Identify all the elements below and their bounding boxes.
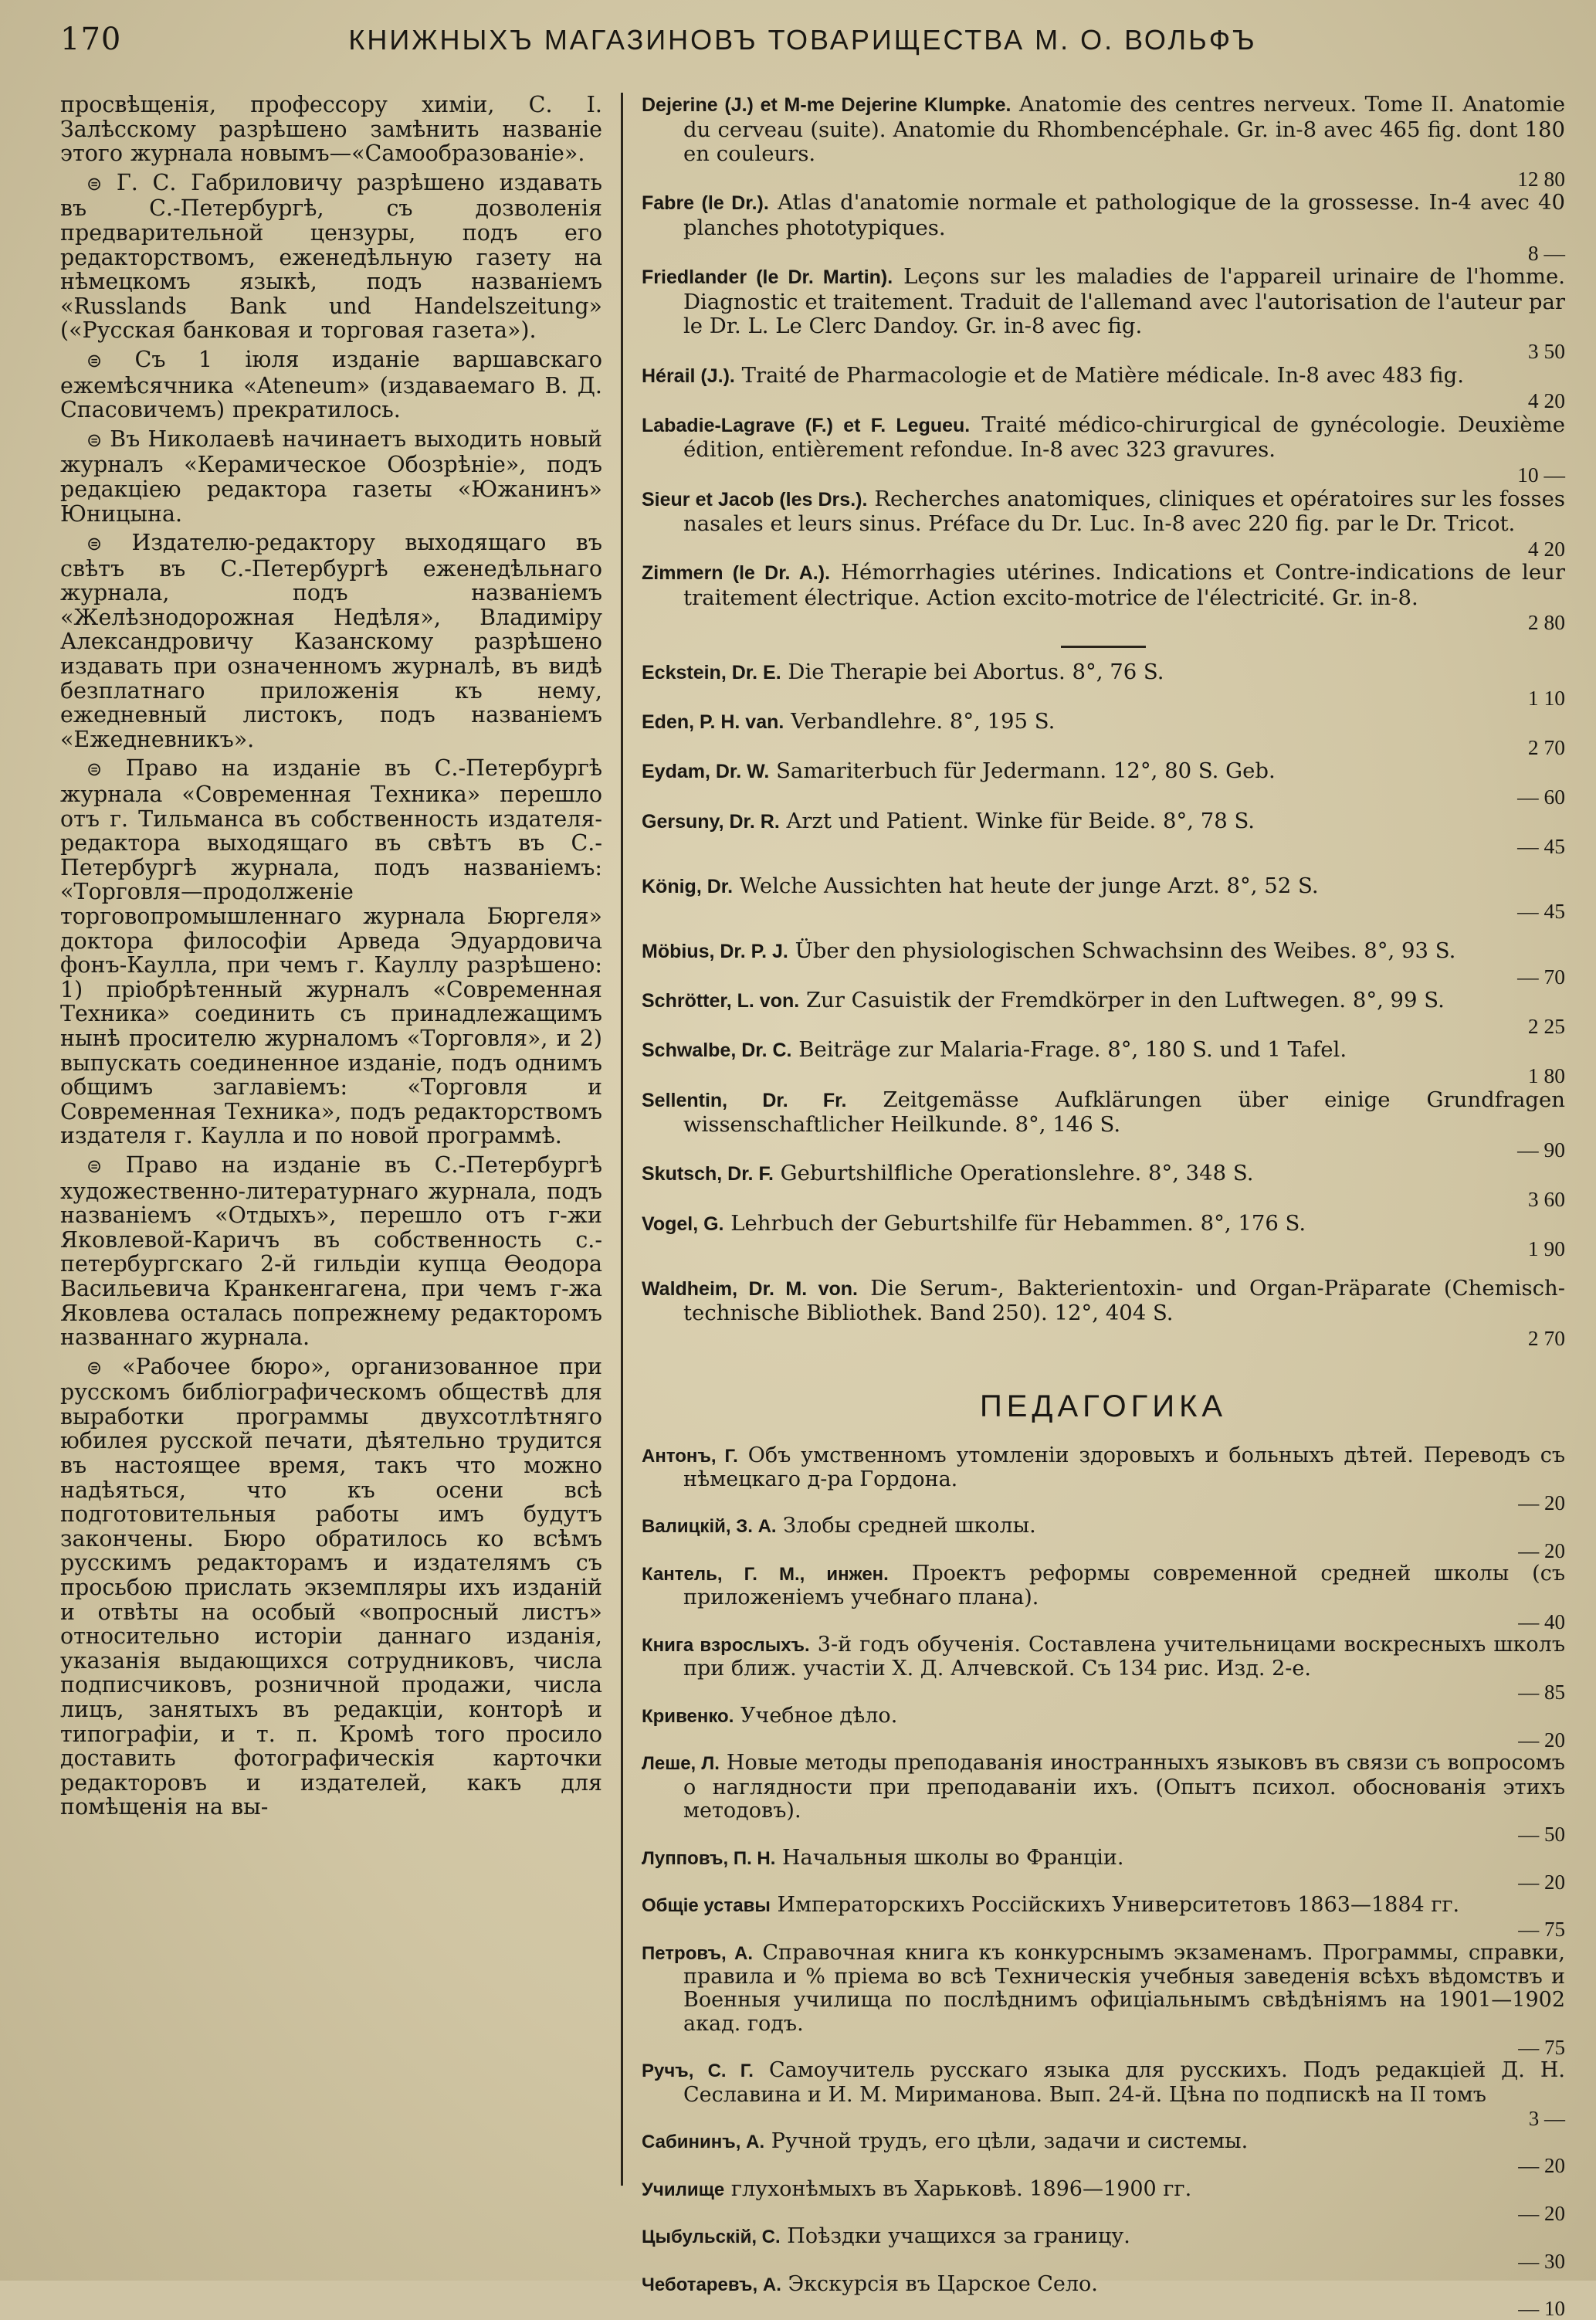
catalog-entry [642, 1704, 1565, 1752]
section-title: ПЕДАГОГИКА [642, 1389, 1565, 1424]
entry-title: Самоучитель русскаго языка для русскихъ. Подъ редакціей Д. Н. Сеславина и И. М. Мириманова. Вып. 24-й. Цѣна по подпискѣ на II томъ [683, 2058, 1565, 2106]
entry-price: 8 — [642, 241, 1565, 266]
catalog-entry [642, 989, 1565, 1038]
entry-price: — 20 [642, 1728, 1565, 1752]
paragraph-mark-icon: ⊜ [86, 173, 102, 195]
entry-text [642, 2130, 1565, 2154]
entry-title: Императорскихъ Россійскихъ Университетовъ 1863—1884 гг. [777, 1893, 1459, 1917]
entry-text [642, 1942, 1565, 2036]
entry-price: 2 70 [642, 1326, 1565, 1351]
catalog-entry [642, 2273, 1565, 2320]
catalog-entry [642, 1444, 1565, 1515]
entry-author: Waldheim, Dr. M. von. [642, 1278, 858, 1300]
entry-text [642, 413, 1565, 463]
entry-price: — 75 [642, 1918, 1565, 1941]
entry-title: Lehrbuch der Geburtshilfe für Hebammen. 8°, 176 S. [730, 1211, 1306, 1236]
entry-author: Fabre (le Dr.). [642, 192, 769, 214]
catalog-entry [642, 809, 1565, 859]
entry-author: Сабининъ, А. [642, 2132, 764, 2152]
entry-title: Arzt und Patient. Winke für Beide. 8°, 78 S. [787, 809, 1255, 833]
catalog-entry [642, 2059, 1565, 2130]
entry-text [642, 710, 1565, 735]
entry-price: — 20 [642, 1539, 1565, 1562]
entry-text [642, 874, 1565, 900]
entry-text [642, 93, 1565, 167]
catalog-entry [642, 1162, 1565, 1211]
news-paragraph [60, 1153, 602, 1350]
catalog-entry [642, 1633, 1565, 1704]
paragraph-mark-icon: ⊜ [86, 1357, 102, 1379]
catalog-entry [642, 2130, 1565, 2178]
entry-title: Recherches anatomiques, cliniques et opératoires sur les fosses nasales et leurs sinus. Préface du Dr. Luc. In-8 avec 220 fig. par le Dr. Tricot. [683, 487, 1565, 537]
entry-price: — 50 [642, 1823, 1565, 1846]
entry-author: Чеботаревъ, А. [642, 2274, 781, 2295]
entry-text [642, 191, 1565, 240]
news-paragraph [60, 427, 602, 526]
catalog-entry [642, 265, 1565, 363]
entry-author: Общіе уставы [642, 1895, 771, 1916]
entry-title: Объ умственномъ утомленіи здоровыхъ и больныхъ дѣтей. Переводъ съ нѣмецкаго д-ра Гордона. [683, 1443, 1565, 1491]
entry-text [642, 989, 1565, 1014]
entry-title: Ручной трудъ, его цѣли, задачи и системы. [771, 2129, 1249, 2153]
entry-author: Dejerine (J.) et M-me Dejerine Klumpke. [642, 94, 1011, 116]
paragraph-mark-icon: ⊜ [86, 533, 102, 555]
entry-author: Eydam, Dr. W. [642, 761, 769, 782]
catalog-entry [642, 2178, 1565, 2226]
catalog-entry [642, 364, 1565, 413]
entry-title: Anatomie des centres nerveux. Tome II. Anatomie du cerveau (suite). Anatomie du Rhombencéphale. Gr. in-8 avec 465 fig. dont 180 en couleurs. [683, 92, 1565, 166]
entry-author: Friedlander (le Dr. Martin). [642, 266, 893, 288]
entry-price: 1 90 [642, 1236, 1565, 1261]
catalog-entry [642, 1942, 1565, 2059]
entry-price: 2 80 [642, 610, 1565, 635]
entry-price: — 20 [642, 1491, 1565, 1514]
entry-price: — 60 [642, 785, 1565, 809]
entry-title: Zur Casuistik der Fremdkörper in den Luftwegen. 8°, 99 S. [806, 988, 1445, 1012]
news-text: Съ 1 іюля изданіе варшавскаго ежемѣсячника «Ateneum» (издаваемаго В. Д. Спасовичемъ) прекратилось. [60, 347, 602, 422]
french-catalog-list [642, 93, 1565, 635]
entry-title: Начальныя школы во Франціи. [782, 1846, 1123, 1870]
entry-title: Экскурсія въ Царское Село. [788, 2272, 1097, 2296]
entry-price: 4 20 [642, 537, 1565, 561]
entry-author: Книга взрослыхъ. [642, 1635, 810, 1656]
entry-author: Labadie-Lagrave (F.) et F. Legueu. [642, 415, 970, 436]
two-column-body [60, 93, 1565, 2257]
entry-text [642, 1847, 1565, 1871]
catalog-entry [642, 1847, 1565, 1894]
entry-author: Sieur et Jacob (les Drs.). [642, 489, 867, 510]
news-paragraph [60, 1355, 602, 1820]
entry-author: Ручъ, С. Г. [642, 2061, 754, 2081]
catalog-entry [642, 710, 1565, 759]
page-header [60, 22, 1568, 70]
catalog-entry [642, 1038, 1565, 1087]
entry-text [642, 1894, 1565, 1918]
entry-title: Verbandlehre. 8°, 195 S. [791, 709, 1055, 734]
entry-text [642, 1212, 1565, 1237]
entry-text [642, 1277, 1565, 1326]
entry-text [642, 265, 1565, 339]
entry-text [642, 1038, 1565, 1063]
news-paragraph [60, 93, 602, 166]
entry-author: Zimmern (le Dr. A.). [642, 562, 830, 584]
entry-title: Die Serum-, Bakterientoxin- und Organ-Präparate (Chemisch-technische Bibliothek. Band 250). 12°, 404 S. [683, 1276, 1565, 1326]
catalog-entry [642, 93, 1565, 191]
catalog-entry [642, 939, 1565, 989]
entry-author: Валицкій, З. А. [642, 1516, 777, 1537]
entry-title: Traité médico-chirurgical de gynécologie. Deuxième édition, entièrement refondue. In-8 avec 323 gravures. [683, 412, 1565, 463]
entry-price: 2 25 [642, 1014, 1565, 1039]
paragraph-mark-icon: ⊜ [86, 350, 102, 371]
catalog-entry [642, 1752, 1565, 1846]
entry-author: Eden, P. H. van. [642, 711, 784, 733]
entry-author: Schrötter, L. von. [642, 990, 799, 1012]
entry-price: — 70 [642, 965, 1565, 989]
entry-text [642, 2178, 1565, 2202]
left-column [60, 93, 616, 2257]
entry-price: 4 20 [642, 388, 1565, 413]
entry-title: Zeitgemässe Aufklärungen über einige Grundfragen wissenschaftlicher Heilkunde. 8°, 146 S. [683, 1087, 1565, 1138]
catalog-entry [642, 1514, 1565, 1562]
entry-author: Möbius, Dr. P. J. [642, 941, 788, 962]
entry-text [642, 1752, 1565, 1823]
news-text: Издателю-редактору выходящаго въ свѣтъ въ С.-Петербургѣ еженедѣльнаго журнала, подъ названіемъ «Желѣзнодорожная Недѣля», Владиміру Александровичу Казанскому разрѣшено издавать при означенномъ журналѣ, въ видѣ безплатнаго приложенія къ нему, ежедневный листокъ, подъ названіемъ «Ежедневникъ». [60, 530, 602, 752]
entry-title: 3-й годъ обученія. Составлена учительницами воскресныхъ школъ при ближ. участіи Х. Д. Алчевской. Съ 134 рис. Изд. 2-е. [683, 1633, 1565, 1681]
catalog-entry [642, 561, 1565, 635]
news-paragraph [60, 531, 602, 751]
entry-text [642, 1514, 1565, 1538]
news-text: Право на изданіе въ С.-Петербургѣ журнала «Современная Техника» перешло отъ г. Тильманса въ собственность издателя-редактора выходящаго въ свѣтъ въ С.-Петербургѣ журнала, подъ названіемъ: «Торговля—продолженіе торговопромышленнаго журнала Бюргеля» доктора философіи Арведа Эдуардовича фонъ-Каулла, при чемъ г. Кауллу разрѣшено: 1) пріобрѣтенный журналъ «Современная Техника» соединить съ принадлежащимъ нынѣ просителю журналомъ «Торговля», и 2) выпускать соединенное изданіе, подъ однимъ общимъ заглавіемъ: «Торговля и Современная Техника», подъ редакторствомъ издателя г. Каулла и по новой программѣ. [60, 755, 602, 1148]
catalog-entry [642, 1277, 1565, 1351]
entry-price: 2 70 [642, 735, 1565, 760]
entry-text [642, 1088, 1565, 1138]
entry-author: Skutsch, Dr. F. [642, 1163, 774, 1185]
entry-author: Gersuny, Dr. R. [642, 811, 780, 833]
entry-author: Sellentin, Dr. Fr. [642, 1090, 846, 1111]
entry-price: — 20 [642, 1871, 1565, 1894]
entry-author: Vogel, G. [642, 1213, 724, 1235]
entry-author: Hérail (J.). [642, 365, 735, 387]
entry-text [642, 2273, 1565, 2297]
entry-author: Лупповъ, П. Н. [642, 1848, 775, 1869]
entry-title: Leçons sur les maladies de l'appareil urinaire de l'homme. Diagnostic et traitement. Traduit de l'allemand avec l'autorisation de l'auteur par le Dr. L. Le Clerc Dandoy. Gr. in-8 avec fig. [683, 264, 1565, 338]
entry-price: — 45 [642, 899, 1565, 924]
entry-title: Atlas d'anatomie normale et pathologique de la grossesse. In-4 avec 40 planches phototypiques. [683, 190, 1565, 240]
entry-price: 3 50 [642, 339, 1565, 364]
entry-text [642, 364, 1565, 389]
entry-author: Кривенко. [642, 1706, 734, 1727]
entry-price: — 75 [642, 2036, 1565, 2059]
paragraph-mark-icon: ⊜ [86, 758, 102, 780]
pedagogy-catalog-list [642, 1444, 1565, 2320]
catalog-entry [642, 2225, 1565, 2273]
entry-price: — 40 [642, 1610, 1565, 1633]
entry-text [642, 1704, 1565, 1728]
news-paragraph [60, 171, 602, 343]
catalog-entry [642, 759, 1565, 809]
entry-text [642, 1444, 1565, 1492]
right-column [634, 93, 1565, 2257]
entry-title: Beiträge zur Malaria-Frage. 8°, 180 S. und 1 Tafel. [798, 1037, 1347, 1062]
entry-title: Die Therapie bei Abortus. 8°, 76 S. [788, 660, 1164, 684]
entry-title: Über den physiologischen Schwachsinn des Weibes. 8°, 93 S. [795, 938, 1456, 963]
entry-title: Злобы средней школы. [783, 1514, 1036, 1538]
entry-gap [642, 924, 1565, 939]
entry-author: Schwalbe, Dr. C. [642, 1040, 792, 1061]
catalog-entry [642, 191, 1565, 265]
entry-text [642, 487, 1565, 537]
catalog-entry [642, 1088, 1565, 1162]
entry-author: Леше, Л. [642, 1753, 720, 1774]
entry-title: глухонѣмыхъ въ Харьковѣ. 1896—1900 гг. [731, 2177, 1191, 2201]
news-text: просвѣщенія, профессору химіи, С. І. Залѣсскому разрѣшено замѣнить названіе этого журнала новымъ—«Самообразованіе». [60, 92, 602, 166]
entry-text [642, 561, 1565, 610]
news-text: Въ Николаевѣ начинаетъ выходить новый журналъ «Керамическое Обозрѣніе», подъ редакціею редактора газеты «Южанинъ» Юницына. [60, 426, 602, 527]
paragraph-mark-icon: ⊜ [86, 1155, 102, 1177]
entry-author: Кантель, Г. М., инжен. [642, 1564, 889, 1585]
entry-price: 3 60 [642, 1187, 1565, 1212]
entry-title: Samariterbuch für Jedermann. 12°, 80 S. Geb. [776, 758, 1276, 783]
catalog-entry [642, 874, 1565, 924]
entry-price: 1 10 [642, 686, 1565, 711]
catalog-entry [642, 1562, 1565, 1633]
entry-text [642, 1633, 1565, 1681]
entry-title: Новые методы преподаванія иностранныхъ языковъ въ связи съ вопросомъ о наглядности при преподаваніи ихъ. (Опытъ психол. обоснованія этихъ методовъ). [683, 1751, 1565, 1823]
entry-price: 10 — [642, 463, 1565, 487]
entry-author: Eckstein, Dr. E. [642, 662, 781, 683]
entry-author: Антонъ, Г. [642, 1446, 738, 1467]
entry-title: Справочная книга къ конкурснымъ экзаменамъ. Программы, справки, правила и % пріема во всѣ Техническія учебныя заведенія всѣхъ вѣдомствъ и Военныя училища по послѣднимъ офиціальнымъ свѣдѣніямъ на 1901—1902 акад. годъ. [683, 1941, 1565, 2036]
entry-price: 1 80 [642, 1063, 1565, 1088]
paragraph-mark-icon: ⊜ [86, 429, 102, 451]
catalog-entry [642, 413, 1565, 487]
entry-price: 3 — [642, 2107, 1565, 2130]
entry-price: — 10 [642, 2297, 1565, 2320]
entry-price: — 30 [642, 2250, 1565, 2273]
entry-text [642, 2225, 1565, 2249]
entry-author: Цыбульскій, С. [642, 2227, 781, 2247]
news-paragraph [60, 348, 602, 422]
entry-gap [642, 1261, 1565, 1277]
entry-title: Hémorrhagies utérines. Indications et Contre-indications de leur traitement électrique. Action excito-motrice de l'électricité. Gr. in-8. [683, 560, 1565, 610]
column-divider [621, 93, 623, 2186]
entry-title: Welche Aussichten hat heute der junge Arzt. 8°, 52 S. [740, 873, 1319, 898]
entry-gap [642, 859, 1565, 874]
entry-text [642, 660, 1565, 686]
entry-text [642, 759, 1565, 785]
section-separator [1061, 646, 1146, 648]
entry-price: — 20 [642, 2202, 1565, 2225]
entry-title: Geburtshilfliche Operationslehre. 8°, 348 S. [781, 1161, 1254, 1185]
entry-author: König, Dr. [642, 876, 733, 897]
news-text: Право на изданіе въ С.-Петербургѣ художественно-литературнаго журнала, подъ названіемъ «Отдыхъ», перешло отъ г-жи Яковлевой-Каричъ въ собственность с.-петербургскаго 2-й гильдіи купца Өеодора Васильевича Кранкенгагена, при чемъ г-жа Яковлева осталась попрежнему редакторомъ названнаго журнала. [60, 1152, 602, 1350]
entry-title: Проектъ реформы современной средней школы (съ приложеніемъ учебнаго плана). [683, 1562, 1565, 1609]
running-head: КНИЖНЫХЪ МАГАЗИНОВЪ ТОВАРИЩЕСТВА М. О. ВОЛЬФЪ [153, 24, 1568, 56]
entry-text [642, 939, 1565, 965]
entry-text [642, 2059, 1565, 2107]
entry-title: Traité de Pharmacologie et de Matière médicale. In-8 avec 483 fig. [742, 363, 1464, 388]
entry-author: Петровъ, А. [642, 1943, 753, 1964]
catalog-entry [642, 660, 1565, 710]
entry-author: Училище [642, 2179, 724, 2200]
news-text: Г. С. Габриловичу разрѣшено издавать въ С.-Петербургѣ, съ дозволенія предварительной цензуры, подъ его редакторствомъ, еженедѣльную газету на нѣмецкомъ языкѣ, подъ названіемъ «Russlands Bank und Handelszeitung» («Русская банковая и торговая газета»). [60, 170, 602, 344]
entry-text [642, 809, 1565, 835]
catalog-entry [642, 1894, 1565, 1942]
catalog-entry [642, 487, 1565, 561]
entry-price: 12 80 [642, 167, 1565, 192]
entry-title: Учебное дѣло. [740, 1704, 897, 1728]
catalog-entry [642, 1212, 1565, 1261]
entry-price: — 20 [642, 2154, 1565, 2177]
entry-text [642, 1162, 1565, 1187]
entry-price: — 85 [642, 1681, 1565, 1704]
page-number: 170 [60, 22, 153, 57]
entry-price: — 90 [642, 1138, 1565, 1162]
news-paragraph [60, 756, 602, 1148]
german-catalog-list [642, 660, 1565, 1350]
news-text: «Рабочее бюро», организованное при русскомъ библіографическомъ обществѣ для выработки программы двухсотлѣтняго юбилея русской печати, дѣятельно трудится въ настоящее время, такъ что можно надѣяться, что къ осени всѣ подготовительныя работы имъ будутъ закончены. Бюро обратилось ко всѣмъ русскимъ редакторамъ и издателямъ съ просьбою прислать экземпляры ихъ изданій и отвѣты на особый «вопросный листъ» относительно исторіи даннаго изданія, указанія выдающихся сотрудниковъ, числа подписчиковъ, розничной продажи, числа лицъ, занятыхъ въ редакціи, конторѣ и типографіи, и т. п. Кромѣ того просило доставить фотографическія карточки редакторовъ и издателей, какъ для помѣщенія на вы- [60, 1354, 602, 1820]
entry-text [642, 1562, 1565, 1610]
entry-title: Поѣздки учащихся за границу. [787, 2224, 1130, 2248]
entry-price: — 45 [642, 834, 1565, 859]
